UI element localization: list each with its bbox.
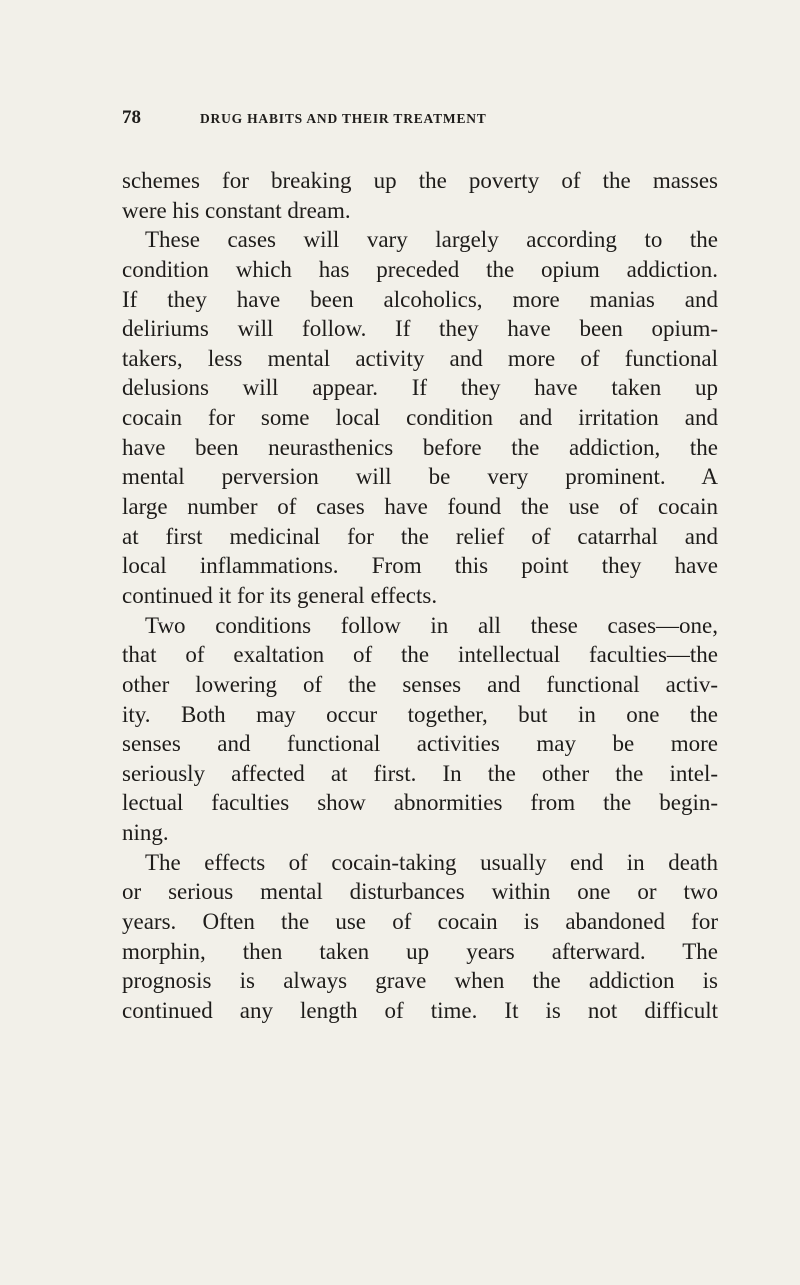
text-line: or serious mental disturbances within one or two <box>122 879 718 905</box>
text-line: that of exaltation of the intellectual faculties—the <box>122 642 718 668</box>
page-number: 78 <box>122 107 141 128</box>
text-line: lectual faculties show abnormities from the begin- <box>122 790 718 816</box>
text-line: continued any length of time. It is not difficult <box>122 997 718 1023</box>
text-line: local inflammations. From this point they have <box>122 553 718 579</box>
text-line: The effects of cocain-taking usually end in death <box>145 849 718 875</box>
text-line: other lowering of the senses and functional activ- <box>122 671 718 697</box>
text-line: Two conditions follow in all these cases—one, <box>145 612 718 638</box>
page-header <box>0 105 800 131</box>
text-line: continued it for its general effects. <box>122 582 438 608</box>
text-line: schemes for breaking up the poverty of the masses <box>122 168 718 193</box>
text-line: prognosis is always grave when the addiction is <box>122 968 718 994</box>
text-line: These cases will vary largely according to the <box>145 227 718 253</box>
text-line: years. Often the use of cocain is abandoned for <box>122 909 718 935</box>
text-line: cocain for some local condition and irritation and <box>122 405 718 431</box>
text-line: were his constant dream. <box>122 197 351 223</box>
text-line: morphin, then taken up years afterward. The <box>122 938 718 964</box>
text-line: seriously affected at first. In the other the intel- <box>122 760 718 786</box>
text-line: senses and functional activities may be more <box>122 731 718 757</box>
text-line: condition which has preceded the opium addiction. <box>122 256 718 282</box>
text-line: ning. <box>122 820 169 846</box>
text-line: deliriums will follow. If they have been opium- <box>122 316 718 342</box>
text-line: large number of cases have found the use of cocain <box>122 494 718 520</box>
text-line: at first medicinal for the relief of catarrhal and <box>122 523 718 549</box>
body-text <box>122 166 718 1026</box>
text-line: delusions will appear. If they have taken up <box>122 375 718 401</box>
text-line: ity. Both may occur together, but in one the <box>122 701 718 727</box>
text-line: If they have been alcoholics, more manias and <box>122 286 718 312</box>
text-line: have been neurasthenics before the addiction, the <box>122 434 718 460</box>
running-head: DRUG HABITS AND THEIR TREATMENT <box>200 111 487 126</box>
text-line: mental perversion will be very prominent. A <box>122 464 718 490</box>
text-line: takers, less mental activity and more of functional <box>122 345 718 371</box>
